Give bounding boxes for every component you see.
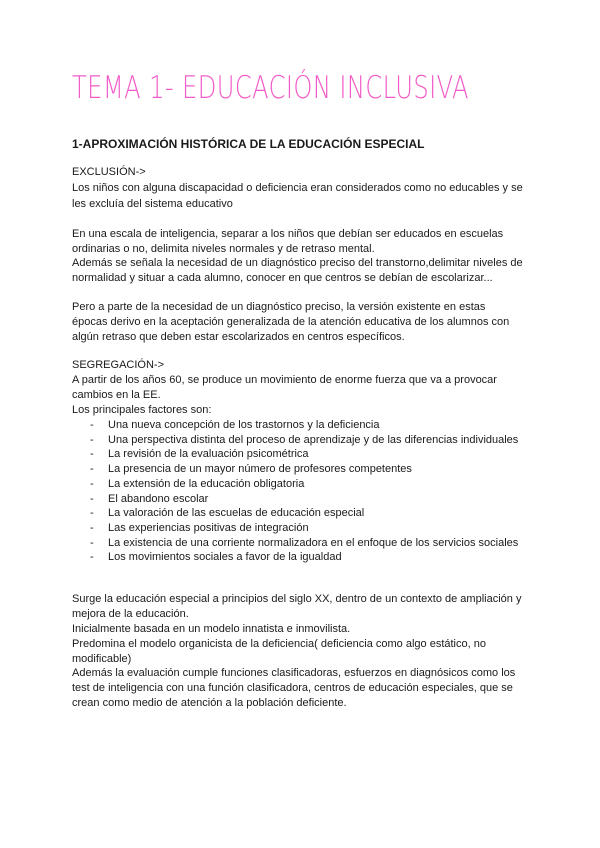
section-heading: 1-APROXIMACIÓN HISTÓRICA DE LA EDUCACIÓN ESPECIAL [72,137,425,151]
diagnosis-line: épocas derivo en la aceptación generalizada de la atención educativa de los alumnos con [72,316,510,328]
origin-line: test de inteligencia con una función clasificadora, centros de educación especiales, que se [72,682,513,694]
intelligence-line: ordinarias o no, delimita niveles normales y de retraso mental. [72,243,375,255]
factor-item: - La valoración de las escuelas de educación especial [72,506,518,521]
intelligence-line: Además se señala la necesidad de un diagnóstico preciso del transtorno,delimitar niveles de [72,257,523,269]
exclusion-label: EXCLUSIÓN-> [72,166,146,178]
origin-line: modificable) [72,653,132,665]
origin-line: mejora de la educación. [72,608,189,620]
exclusion-line: Los niños con alguna discapacidad o deficiencia eran considerados como no educables y se [72,182,523,194]
origin-line: Surge la educación especial a principios del siglo XX, dentro de un contexto de ampliación y [72,593,522,605]
origin-line: Inicialmente basada en un modelo innatista e inmovilista. [72,623,351,635]
page-title: TEMA 1- EDUCACIÓN INCLUSIVA [72,70,469,106]
factor-item: - El abandono escolar [72,492,518,507]
intelligence-line: En una escala de inteligencia, separar a los niños que debían ser educados en escuelas [72,228,504,240]
segregation-line: cambios en la EE. [72,389,161,401]
diagnosis-line: Pero a parte de la necesidad de un diagnóstico preciso, la versión existente en estas [72,301,486,313]
factor-item: - Una perspectiva distinta del proceso de aprendizaje y de las diferencias individuales [72,433,518,448]
exclusion-line: les excluía del sistema educativo [72,198,233,210]
factor-item: - La presencia de un mayor número de profesores competentes [72,462,518,477]
intelligence-line: normalidad y situar a cada alumno, conocer en que centros se debían de escolarizar... [72,272,493,284]
segregation-label: SEGREGACIÓN-> [72,359,164,371]
factor-item: - La extensión de la educación obligatoria [72,477,518,492]
factor-item: - La revisión de la evaluación psicométrica [72,447,518,462]
segregation-line: Los principales factores son: [72,404,212,416]
factor-item: - Los movimientos sociales a favor de la igualdad [72,550,518,565]
origin-line: Predomina el modelo organicista de la deficiencia( deficiencia como algo estático, no [72,638,486,650]
factors-list [72,418,518,565]
segregation-line: A partir de los años 60, se produce un movimiento de enorme fuerza que va a provocar [72,374,497,386]
factor-item: - Una nueva concepción de los trastornos y la deficiencia [72,418,518,433]
origin-line: Además la evaluación cumple funciones clasificadoras, esfuerzos en diagnósicos como los [72,667,516,679]
diagnosis-line: algún retraso que deben estar escolarizados en centros específicos. [72,331,405,343]
factor-item: - Las experiencias positivas de integración [72,521,518,536]
origin-line: crean como medio de atención a la población deficiente. [72,697,347,709]
factor-item: - La existencia de una corriente normalizadora en el enfoque de los servicios sociales [72,536,518,551]
